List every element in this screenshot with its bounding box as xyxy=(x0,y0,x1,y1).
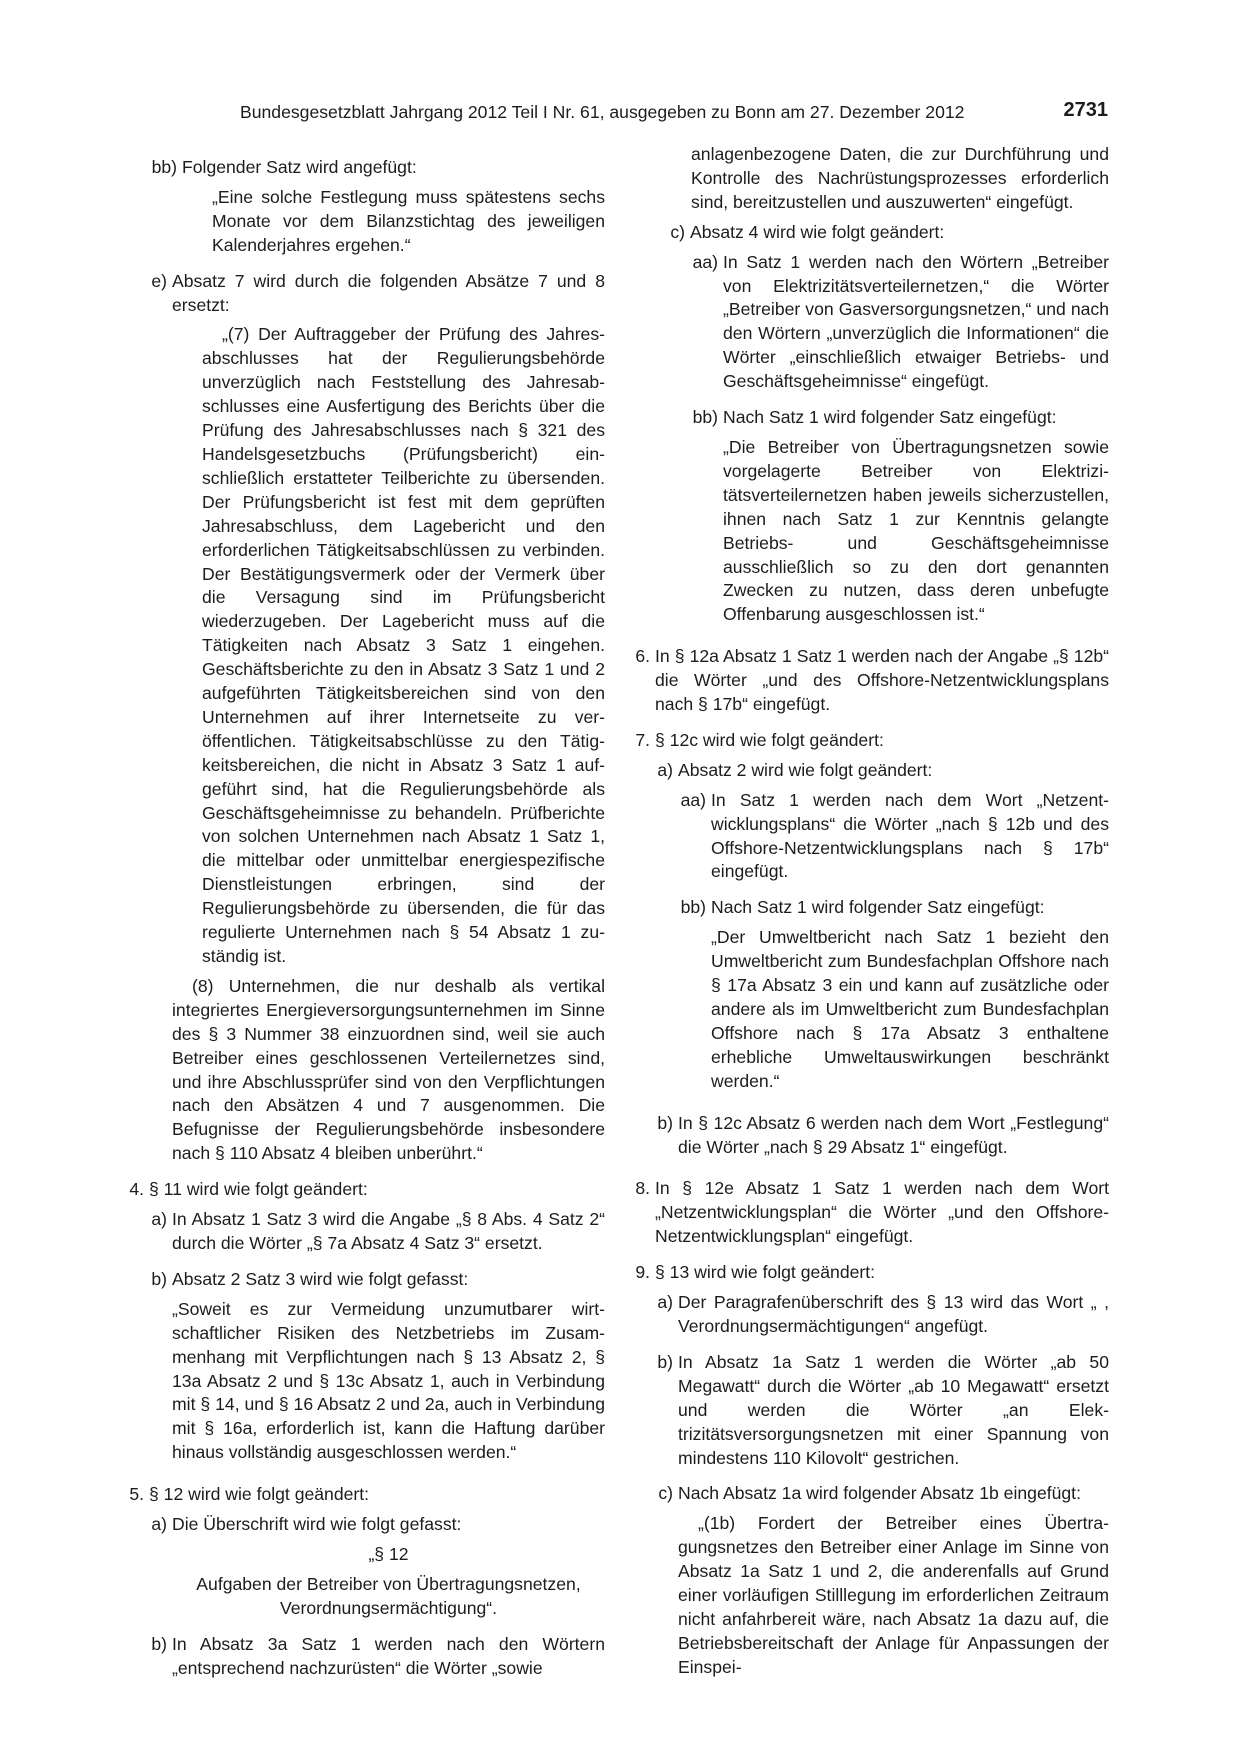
item-label: 7. xyxy=(635,729,650,750)
item-text: In Satz 1 werden nach den Wörtern „Betreiber von Elektrizitätsverteilernetzen,“ die Wörter „Betreiber von Gasversorgungsnetzen,“ und nach den Wörtern „unverzüglich die Informationen“ die Wörter „einschließlich etwaiger Betriebs- und Geschäftsgeheimnisse“ eingefügt. xyxy=(723,251,1109,392)
list-item-9b xyxy=(655,1351,1109,1477)
quoted-paragraph-1b: „(1b) Fordert der Betreiber eines Übertragungsnetzes den Betreiber einer Anlage im Sinne von Absatz 1a Satz 1 und 2, die anderenfalls auf Grund einer vorläufigen Stilllegung im erforderlichen Zeitraum nicht anfahrbereit wäre, nach Absatz 1a dazu auf, die Betriebsbereitschaft der Anlage für Anpassungen der Einspei- xyxy=(678,1513,1109,1677)
item-label: aa) xyxy=(692,251,718,272)
item-text: Nach Absatz 1a wird folgender Absatz 1b eingefügt: xyxy=(678,1483,1081,1504)
item-label: b) xyxy=(151,1633,167,1654)
quoted-sentence: „Eine solche Festlegung muss spätestens sechs Monate vor dem Bilanzstichtag des jeweiligen Kalenderjahres ergehen.“ xyxy=(212,186,605,255)
item-label: bb) xyxy=(680,897,706,918)
continued-text: anlagenbezogene Daten, die zur Durchführung und Kontrolle des Nachrüstungsprozesses erforderlich sind, bereitzustellen und auszuwerten“ eingefügt. xyxy=(691,144,1109,212)
item-text: In § 12e Absatz 1 Satz 1 werden nach dem Wort „Netzentwicklungsplan“ die Wörter „und den Offshore-Netzentwicklungsplan“ eingefügt. xyxy=(655,1178,1109,1247)
item-text: In § 12a Absatz 1 Satz 1 werden nach der Angabe „§ 12b“ die Wörter „und des Offshore-Netzentwicklungsplans nach § 17b“ eingefügt. xyxy=(655,646,1109,715)
left-column xyxy=(120,156,605,1698)
list-item-7a xyxy=(655,759,1109,1106)
item-label: bb) xyxy=(692,407,718,428)
list-item-7aaa xyxy=(678,789,1109,891)
list-item-9 xyxy=(633,1261,1109,1692)
page-number: 2731 xyxy=(1063,99,1108,121)
item-text: In Absatz 3a Satz 1 werden nach den Wörtern „entsprechend nachzurüsten“ die Wörter „sowie xyxy=(172,1633,605,1678)
paragraph-7: „(7) Der Auftraggeber der Prüfung des Jahresabschlusses hat der Regulierungsbehörde unverzüglich nach Feststellung des Jahresabschlusses eine Ausfertigung des Berichts über die Prüfung des Jahresabschlusses nach § 321 des Handelsgesetzbuchs (Prüfungsbericht) einschließlich erstatteter Teilberichte zu übersenden. Der Prüfungsbericht ist fest mit dem geprüften Jahresabschluss, dem Lagebericht und den erforderlichen Tätigkeitsabschlüssen zu verbinden. Der Bestätigungsvermerk oder der Vermerk über die Versagung sind im Prüfungsbericht wiederzugeben. Der Lagebericht muss auf die Tätigkeiten nach Absatz 3 Satz 1 eingehen. Geschäftsberichte zu den in Absatz 3 Satz 1 und 2 aufgeführten Tätigkeitsbereichen sind von den Unternehmen auf ihrer Internetseite zu veröffentlichen. Tätigkeitsabschlüsse zu den Tätigkeitsbereichen, die nicht in Absatz 3 Satz 1 aufgeführt sind, hat die Regulierungsbehörde als Geschäftsgeheimnisse zu behandeln. Prüfberichte von solchen Unternehmen nach Absatz 1 Satz 1, die mittelbar oder unmittelbar energiespezifische Dienstleistungen erbringen, sind der Regulierungsbehörde zu übersenden, die für das regulierte Unternehmen nach § 54 Absatz 1 zuständig ist. xyxy=(202,324,605,966)
section-subheading: Aufgaben der Betreiber von Übertragungsnetzen, Verordnungsermächtigung“. xyxy=(196,1573,581,1618)
list-item-5 xyxy=(120,1483,605,1692)
item-label: 9. xyxy=(635,1262,650,1283)
item-text: § 11 wird wie folgt geändert: xyxy=(149,1179,368,1200)
list-item-c xyxy=(657,221,1109,640)
list-item-7 xyxy=(633,729,1109,1172)
list-item-bb xyxy=(120,156,605,264)
item-label: b) xyxy=(657,1112,673,1133)
list-item-e xyxy=(120,270,605,1173)
item-label: a) xyxy=(657,1292,673,1313)
item-label: 5. xyxy=(129,1484,144,1505)
list-item-5a xyxy=(149,1513,605,1627)
item-label: 6. xyxy=(635,646,650,667)
list-item-4b xyxy=(149,1268,605,1471)
list-item-4 xyxy=(120,1178,605,1477)
list-item-4a xyxy=(149,1208,605,1262)
list-item-7b xyxy=(655,1112,1109,1166)
item-text: Absatz 7 wird durch die folgenden Absätze 7 und 8 ersetzt: xyxy=(172,270,605,315)
gazette-title: Bundesgesetzblatt Jahrgang 2012 Teil I Nr. 61, ausgegeben zu Bonn am 27. Dezember 2012 xyxy=(240,102,965,122)
list-item-9c xyxy=(655,1482,1109,1685)
item-text: Nach Satz 1 wird folgender Satz eingefügt: xyxy=(723,407,1057,428)
item-text: Absatz 2 wird wie folgt geändert: xyxy=(678,759,933,780)
item-label: c) xyxy=(670,221,685,242)
item-text: Die Überschrift wird wie folgt gefasst: xyxy=(172,1514,462,1535)
item-label: b) xyxy=(151,1268,167,1289)
item-text: In § 12c Absatz 6 werden nach dem Wort „Festlegung“ die Wörter „nach § 29 Absatz 1“ eingefügt. xyxy=(678,1112,1109,1157)
quoted-sentence: „Die Betreiber von Übertragungsnetzen sowie vorgelagerte Betreiber von Elektrizitätsverteilernetzen haben jeweils sicherzustellen, ihnen nach Satz 1 zur Kenntnis gelangte Betriebs- und Geschäftsgeheimnisse ausschließlich so zu den dort genannten Zwecken zu nutzen, dass deren unbefugte Offenbarung ausgeschlossen ist.“ xyxy=(723,436,1109,625)
paragraph-8: (8) Unternehmen, die nur deshalb als vertikal integriertes Energieversorgungsunternehmen im Sinne des § 3 Nummer 38 einzuordnen sind, weil sie auch Betreiber eines geschlossenen Verteilernetzes sind, und ihre Abschlussprüfer sind von den Verpflichtungen nach den Absätzen 4 und 7 ausgenommen. Die Befugnisse der Regulierungsbehörde insbesondere nach § 110 Absatz 4 bleiben unberührt.“ xyxy=(172,975,605,1164)
list-item-6 xyxy=(633,645,1109,723)
item-text: In Absatz 1a Satz 1 werden die Wörter „ab 50 Megawatt“ durch die Wörter „ab 10 Megawatt“ ersetzt und werden die Wörter „an Elektrizitätsversorgungsnetzen mit einer Spannung von mindestens 110 Kilovolt“ gestrichen. xyxy=(678,1351,1109,1468)
item-label: bb) xyxy=(151,157,177,177)
item-text: § 12 wird wie folgt geändert: xyxy=(149,1484,370,1505)
item-text: § 12c wird wie folgt geändert: xyxy=(655,729,884,750)
item-text: In Absatz 1 Satz 3 wird die Angabe „§ 8 Abs. 4 Satz 2“ durch die Wörter „§ 7a Absatz 4 Satz 3“ ersetzt. xyxy=(172,1209,605,1253)
item-text: Nach Satz 1 wird folgender Satz eingefügt: xyxy=(711,897,1045,918)
item-label: c) xyxy=(658,1483,673,1504)
item-text: § 13 wird wie folgt geändert: xyxy=(655,1262,876,1283)
item-label: a) xyxy=(657,759,673,780)
list-item-7abb xyxy=(678,896,1109,1099)
item-text: In Satz 1 werden nach dem Wort „Netzentwicklungsplans“ die Wörter „nach § 12b und des Offshore-Netzentwicklungsplans nach § 17b“ eingefügt. xyxy=(711,789,1109,882)
list-item-caa xyxy=(690,251,1109,400)
item-label: 4. xyxy=(129,1179,144,1200)
list-item-9a xyxy=(655,1291,1109,1345)
item-label: a) xyxy=(151,1209,167,1230)
item-text: Absatz 4 wird wie folgt geändert: xyxy=(690,221,945,242)
list-item-cbb xyxy=(690,406,1109,633)
item-label: e) xyxy=(151,270,167,291)
section-heading: „§ 12 xyxy=(368,1543,409,1564)
list-item-8 xyxy=(633,1177,1109,1255)
right-column xyxy=(633,143,1109,1698)
item-label: a) xyxy=(151,1514,167,1535)
item-label: aa) xyxy=(680,789,706,810)
item-label: 8. xyxy=(635,1178,650,1199)
item-text: Der Paragrafenüberschrift des § 13 wird das Wort „ , Verordnungsermächtigungen“ angefügt. xyxy=(678,1292,1109,1336)
item-text: Folgender Satz wird angefügt: xyxy=(182,157,417,177)
quoted-sentence: „Soweit es zur Vermeidung unzumutbarer wirtschaftlicher Risiken des Netzbetriebs im Zusammenhang mit Verpflichtungen nach § 13 Absatz 2, § 13a Absatz 2 und § 13c Absatz 1, auch in Verbindung mit § 14, und § 16 Absatz 2 und 2a, auch in Verbindung mit § 16a, erforderlich ist, kann die Haftung darüber hinaus vollständig ausgeschlossen werden.“ xyxy=(172,1298,605,1463)
list-item-5b xyxy=(149,1633,605,1687)
item-label: b) xyxy=(657,1351,673,1372)
quoted-sentence: „Der Umweltbericht nach Satz 1 bezieht den Umweltbericht zum Bundesfachplan Offshore nach § 17a Absatz 3 ein und kann auf zusätzliche oder andere als im Umweltbericht zum Bundesfachplan Offshore nach § 17a Absatz 3 enthaltene erhebliche Umweltauswirkungen beschränkt werden.“ xyxy=(711,927,1109,1091)
item-text: Absatz 2 Satz 3 wird wie folgt gefasst: xyxy=(172,1268,469,1289)
